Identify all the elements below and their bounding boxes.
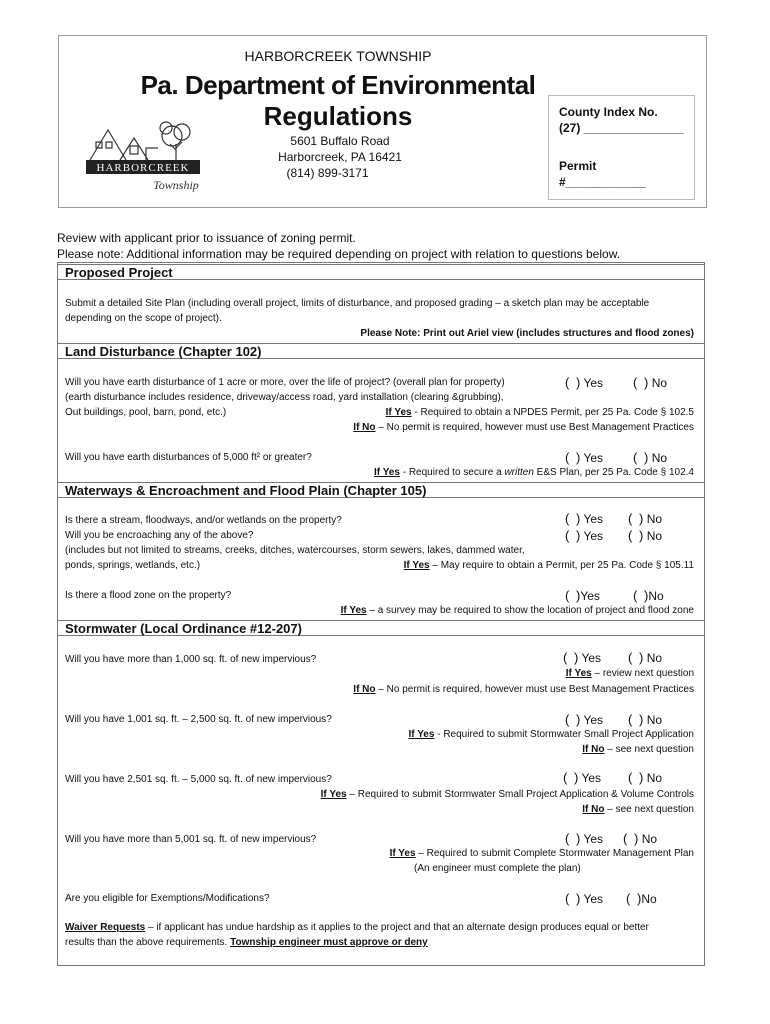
land-q2-yes-checkbox[interactable]: ( ) Yes (565, 450, 604, 465)
land-q1-line1: Will you have earth disturbance of 1 acre or more, over the life of project? (overall plan for property) (65, 377, 505, 388)
phone-number: (814) 899-3171 (286, 166, 369, 180)
water-q2-line3: ponds, springs, wetlands, etc.) (65, 560, 201, 571)
land-q1-line3: Out buildings, pool, barn, pond, etc.) (65, 407, 227, 418)
logo-wordmark: HARBORCREEK (96, 162, 190, 174)
water-q2-yes-checkbox[interactable]: ( ) Yes (565, 528, 604, 543)
storm-q4-if-yes: If Yes – Required to submit Complete Stormwater Management Plan (389, 848, 694, 859)
water-q2: Will you be encroaching any of the above? (65, 530, 254, 541)
storm-q4-yes-checkbox[interactable]: ( ) Yes (565, 831, 604, 846)
address-line1: 5601 Buffalo Road (290, 134, 390, 148)
storm-q2-no-checkbox[interactable]: ( ) No (628, 712, 663, 727)
storm-q4-note: (An engineer must complete the plan) (414, 863, 581, 874)
intro-line2: Please note: Additional information may be required depending on project with relation to questions below. (57, 247, 621, 261)
storm-q3: Will you have 2,501 sq. ft. – 5,000 sq. ft. of new impervious? (65, 774, 332, 785)
land-q2: Will you have earth disturbances of 5,000 ft² or greater? (65, 452, 312, 463)
storm-q5-yes-checkbox[interactable]: ( ) Yes (565, 891, 604, 906)
proposed-note: Please Note: Print out Ariel view (includes structures and flood zones) (360, 328, 694, 339)
storm-q3-if-no: If No – see next question (582, 804, 694, 815)
proposed-text2: depending on the scope of project). (65, 313, 222, 324)
land-q1-if-yes: If Yes - Required to obtain a NPDES Permit, per 25 Pa. Code § 102.5 (385, 407, 694, 418)
section-stormwater: Stormwater (Local Ordinance #12-207) (57, 620, 704, 636)
department-title-line2: Regulations (263, 101, 413, 131)
water-q3-no-checkbox[interactable]: ( )No (633, 588, 664, 603)
storm-q2: Will you have 1,001 sq. ft. – 2,500 sq. ft. of new impervious? (65, 714, 332, 725)
storm-q3-if-yes: If Yes – Required to submit Stormwater Small Project Application & Volume Controls (320, 789, 694, 800)
storm-q1: Will you have more than 1,000 sq. ft. of new impervious? (65, 654, 317, 665)
storm-q2-if-no: If No – see next question (582, 744, 694, 755)
county-index-box (548, 95, 695, 200)
storm-q3-no-checkbox[interactable]: ( ) No (628, 770, 663, 785)
township-logo (86, 118, 204, 194)
water-q2-line2: (includes but not limited to streams, creeks, ditches, watercourses, storm sewers, lakes, dammed water, (65, 545, 525, 556)
section-proposed-project: Proposed Project (57, 264, 704, 280)
intro-line1: Review with applicant prior to issuance of zoning permit. (57, 231, 356, 245)
water-q2-if-yes: If Yes – May require to obtain a Permit, per 25 Pa. Code § 105.11 (403, 560, 694, 571)
water-q1-yes-checkbox[interactable]: ( ) Yes (565, 511, 604, 526)
water-q1: Is there a stream, floodways, and/or wetlands on the property? (65, 515, 342, 526)
storm-q2-if-yes: If Yes - Required to submit Stormwater Small Project Application (408, 729, 694, 740)
storm-q1-if-no: If No – No permit is required, however must use Best Management Practices (353, 684, 694, 695)
storm-q4: Will you have more than 5,001 sq. ft. of new impervious? (65, 834, 317, 845)
permit-number-field[interactable]: #____________ (559, 175, 646, 189)
permit-label: Permit (559, 159, 597, 173)
storm-q1-if-yes: If Yes – review next question (565, 668, 694, 679)
land-q2-if-yes: If Yes - Required to secure a written E&S Plan, per 25 Pa. Code § 102.4 (373, 467, 694, 478)
land-q1-line2: (earth disturbance includes residence, driveway/access road, yard installation (clearing &grubbing), (65, 392, 504, 403)
storm-q1-yes-checkbox[interactable]: ( ) Yes (563, 650, 602, 665)
proposed-text1: Submit a detailed Site Plan (including overall project, limits of disturbance, and proposed grading – a sketch plan may be acceptable (65, 298, 650, 309)
logo-script: Township (153, 178, 199, 192)
section-waterways: Waterways & Encroachment and Flood Plain (Chapter 105) (57, 482, 704, 498)
water-q3-yes-checkbox[interactable]: ( )Yes (565, 588, 600, 603)
storm-q1-no-checkbox[interactable]: ( ) No (628, 650, 663, 665)
department-title-line1: Pa. Department of Environmental (140, 70, 536, 100)
section-land-disturbance: Land Disturbance (Chapter 102) (57, 343, 704, 359)
land-q1-yes-checkbox[interactable]: ( ) Yes (565, 375, 604, 390)
water-q2-no-checkbox[interactable]: ( ) No (628, 528, 663, 543)
county-index-label: County Index No. (559, 105, 658, 119)
county-index-field[interactable]: (27) _______________ (559, 121, 684, 135)
storm-q2-yes-checkbox[interactable]: ( ) Yes (565, 712, 604, 727)
land-q1-if-no: If No – No permit is required, however must use Best Management Practices (353, 422, 694, 433)
water-q1-no-checkbox[interactable]: ( ) No (628, 511, 663, 526)
waiver-line1: Waiver Requests – if applicant has undue hardship as it applies to the project and that an alternate design produces equal or better (65, 922, 649, 933)
waiver-line2: results than the above requirements. Township engineer must approve or deny (65, 937, 428, 948)
storm-q3-yes-checkbox[interactable]: ( ) Yes (563, 770, 602, 785)
storm-q4-no-checkbox[interactable]: ( ) No (623, 831, 658, 846)
storm-q5-no-checkbox[interactable]: ( )No (626, 891, 657, 906)
township-name: HARBORCREEK TOWNSHIP (244, 48, 432, 64)
water-q3-if-yes: If Yes – a survey may be required to show the location of project and flood zone (340, 605, 694, 616)
address-line2: Harborcreek, PA 16421 (278, 150, 402, 164)
land-q2-no-checkbox[interactable]: ( ) No (633, 450, 668, 465)
land-q1-no-checkbox[interactable]: ( ) No (633, 375, 668, 390)
storm-q5: Are you eligible for Exemptions/Modifications? (65, 893, 270, 904)
water-q3: Is there a flood zone on the property? (65, 590, 232, 601)
